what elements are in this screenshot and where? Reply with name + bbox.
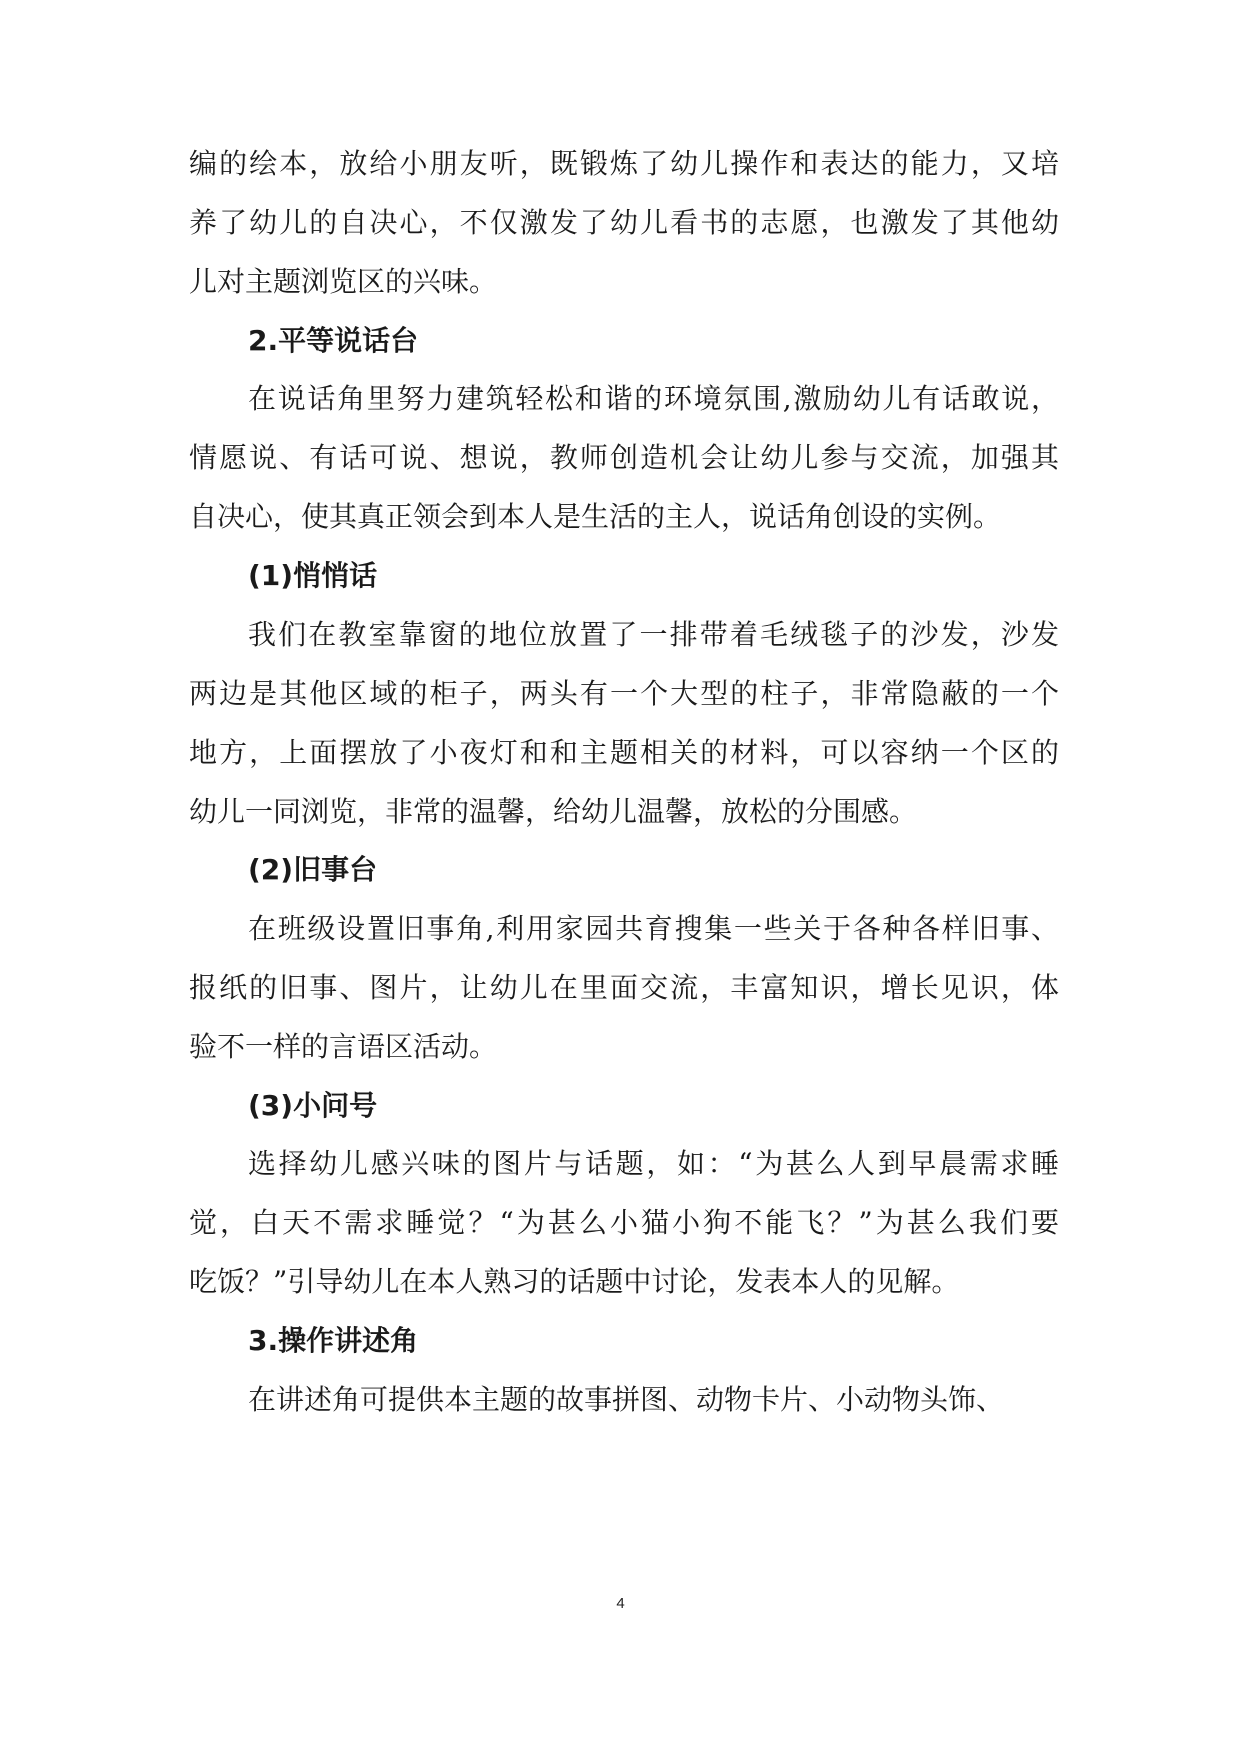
paragraph-line: 吃饭？”引导幼儿在本人熟习的话题中讨论，发表本人的见解。 [189,1265,960,1298]
paragraph-line: 在班级设置旧事角,利用家园共育搜集一些关于各种各样旧事、 [248,912,1059,945]
subsection-heading: (1)悄悄话 [248,559,378,592]
section-heading: 2.平等说话台 [248,324,419,357]
subsection-heading: (3)小问号 [248,1089,378,1122]
paragraph-line: 情愿说、有话可说、想说，教师创造机会让幼儿参与交流，加强其 [189,441,1059,474]
subsection-heading: (2)旧事台 [248,853,378,886]
page-number: 4 [616,1595,625,1612]
paragraph-line: 两边是其他区域的柜子，两头有一个大型的柱子，非常隐蔽的一个 [189,677,1059,710]
section-heading: 3.操作讲述角 [248,1324,419,1357]
paragraph-line: 编的绘本，放给小朋友听，既锻炼了幼儿操作和表达的能力，又培 [189,147,1059,180]
paragraph-line: 报纸的旧事、图片，让幼儿在里面交流，丰富知识，增长见识，体 [189,971,1059,1004]
paragraph-line: 自决心，使其真正领会到本人是生活的主人，说话角创设的实例。 [189,500,1002,533]
paragraph-line: 在讲述角可提供本主题的故事拼图、动物卡片、小动物头饰、 [248,1383,1005,1416]
paragraph-line: 幼儿一同浏览，非常的温馨，给幼儿温馨，放松的分围感。 [189,795,918,828]
paragraph-line: 觉，白天不需求睡觉？“为甚么小猫小狗不能飞？”为甚么我们要 [189,1206,1059,1239]
paragraph-line: 选择幼儿感兴味的图片与话题，如：“为甚么人到早晨需求睡 [248,1147,1059,1180]
paragraph-line: 地方，上面摆放了小夜灯和和主题相关的材料，可以容纳一个区的 [189,736,1059,769]
paragraph-line: 养了幼儿的自决心，不仅激发了幼儿看书的志愿，也激发了其他幼 [189,206,1059,239]
paragraph-line: 我们在教室靠窗的地位放置了一排带着毛绒毯子的沙发，沙发 [248,618,1059,651]
paragraph-line: 儿对主题浏览区的兴味。 [189,265,498,298]
paragraph-line: 在说话角里努力建筑轻松和谐的环境氛围,激励幼儿有话敢说， [248,382,1059,415]
paragraph-line: 验不一样的言语区活动。 [189,1030,498,1063]
